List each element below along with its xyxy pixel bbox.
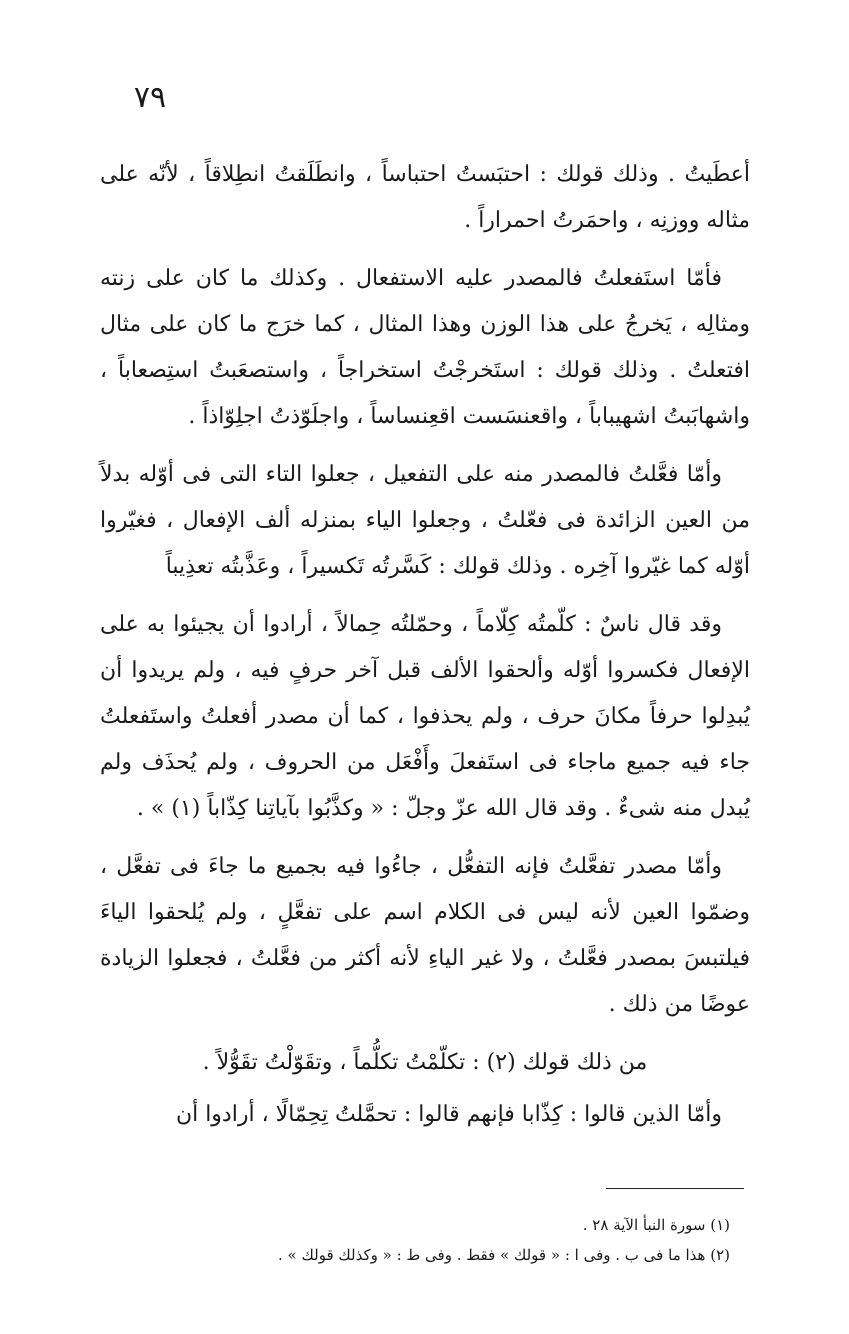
paragraph: وأمّا فعَّلتُ فالمصدر منه على التفعيل ، جعلوا التاء التى فى أوّله بدلاً من العين الزائدة فى فعّلتُ ، وجعلوا الياء بمنزله ألف الإفعال ، فغيّروا أوّله كما غيّروا آخِره . وذلك قولك : كَسَّرتُه تَكسيراً ، وعَذَّبتُه تعذِيباً: [100, 462, 750, 579]
paragraph: وأمّا الذين قالوا : كِذّابا فإنهم قالوا : تحمَّلتُ تِحِمّالًا ، أرادوا أن: [175, 1102, 722, 1127]
footnote-divider: [606, 1188, 744, 1189]
main-text: [100, 152, 750, 1150]
footnote: (٢) هذا ما فى ب . وفى ا : « قولك » فقط . وفى ط : « وكذلك قولك » .: [278, 1246, 730, 1264]
paragraph: أعطَيتُ . وذلك قولك : احتبَستُ احتباساً ، وانطَلَقتُ انطِلاقاً ، لأنّه على مثاله ووزنِه ، واحمَرتُ احمراراً .: [100, 162, 750, 233]
footnotes: [130, 1210, 730, 1270]
paragraph: وأمّا مصدر تفعَّلتُ فإنه التفعُّل ، جاءُوا فيه بجميع ما جاءَ فى تفعَّل ، وضمّوا العين لأنه ليس فى الكلام اسم على تفعَّلٍ ، ولم يُلحقوا الياءَ فيلتبسَ بمصدر فعَّلتُ ، ولا غير الياءِ لأنه أكثر من فعَّلتُ ، فجعلوا الزيادة عوضًا من ذلك .: [100, 854, 750, 1017]
paragraph: من ذلك قولك (٢) : تكلّمْتُ تكلُّماً ، وتقَوّلْتُ تقَوُّلاً .: [202, 1050, 648, 1075]
page-number: ٧٩: [133, 80, 167, 115]
footnote: (١) سورة النبأ الآية ٢٨ .: [582, 1216, 730, 1234]
paragraph: فأمّا استَفعلتُ فالمصدر عليه الاستفعال . وكذلك ما كان على زنته ومثالِه ، يَخرجُ على هذا الوزن وهذا المثال ، كما خرَج ما كان على مثال افتعلتُ . وذلك قولك : استَخرجْتُ استخراجاً ، واستصعَبتُ استِصعاباً ، واشهابَبتُ اشهيباباً ، واقعنسَست اقعِنساساً ، واجلَوّذتُ اجلِوّاذاً .: [100, 266, 750, 429]
paragraph: وقد قال ناسٌ : كلّمتُه كِلّاماً ، وحمّلتُه حِمالاً ، أرادوا أن يجيئوا به على الإفعال فكسروا أوّله وألحقوا الألف قبل آخر حرفٍ فيه ، ولم يريدوا أن يُبدِلوا حرفاً مكانَ حرف ، ولم يحذفوا ، كما أن مصدر أفعلتُ واستَفعلتُ جاء فيه جميع ماجاء فى استَفعلَ وأَفْعَل من الحروف ، ولم يُحذَف ولم يُبدل منه شىءٌ . وقد قال الله عزّ وجلّ : « وكذَّبُوا بآياتِنا كِذّاباً (١) » .: [100, 612, 750, 821]
